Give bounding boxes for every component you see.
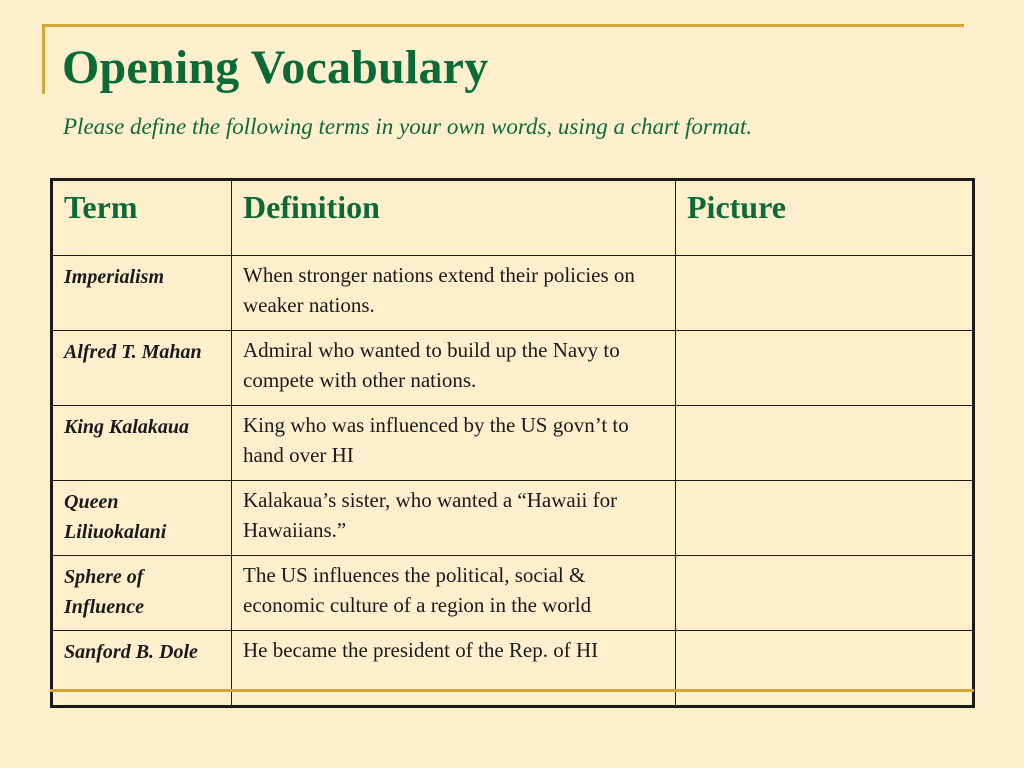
picture-cell	[676, 631, 974, 707]
picture-cell	[676, 481, 974, 556]
header-picture: Picture	[676, 180, 974, 256]
definition-cell: King who was influenced by the US govn’t to hand over HI	[232, 406, 676, 481]
term-cell: Alfred T. Mahan	[52, 331, 232, 406]
term-cell: King Kalakaua	[52, 406, 232, 481]
definition-cell: The US influences the political, social & economic culture of a region in the world	[232, 556, 676, 631]
header-definition: Definition	[232, 180, 676, 256]
definition-cell: Admiral who wanted to build up the Navy to compete with other nations.	[232, 331, 676, 406]
term-cell: Sanford B. Dole	[52, 631, 232, 707]
left-accent-line	[42, 24, 45, 94]
table-row	[52, 406, 974, 481]
header-row	[52, 180, 974, 256]
picture-cell	[676, 256, 974, 331]
table-row	[52, 481, 974, 556]
top-accent-line	[42, 24, 964, 27]
picture-cell	[676, 331, 974, 406]
picture-cell	[676, 556, 974, 631]
term-cell: Imperialism	[52, 256, 232, 331]
definition-cell: Kalakaua’s sister, who wanted a “Hawaii for Hawaiians.”	[232, 481, 676, 556]
table-row	[52, 556, 974, 631]
bottom-accent-line	[50, 689, 974, 692]
definition-cell: When stronger nations extend their policies on weaker nations.	[232, 256, 676, 331]
definition-cell: He became the president of the Rep. of HI	[232, 631, 676, 707]
header-term: Term	[52, 180, 232, 256]
term-cell: Sphere of Influence	[52, 556, 232, 631]
term-cell: Queen Liliuokalani	[52, 481, 232, 556]
picture-cell	[676, 406, 974, 481]
table-row	[52, 331, 974, 406]
slide-title: Opening Vocabulary	[62, 41, 489, 94]
slide-subtitle: Please define the following terms in your own words, using a chart format.	[63, 114, 753, 139]
table-row	[52, 631, 974, 707]
vocabulary-table	[50, 178, 975, 708]
table-row	[52, 256, 974, 331]
